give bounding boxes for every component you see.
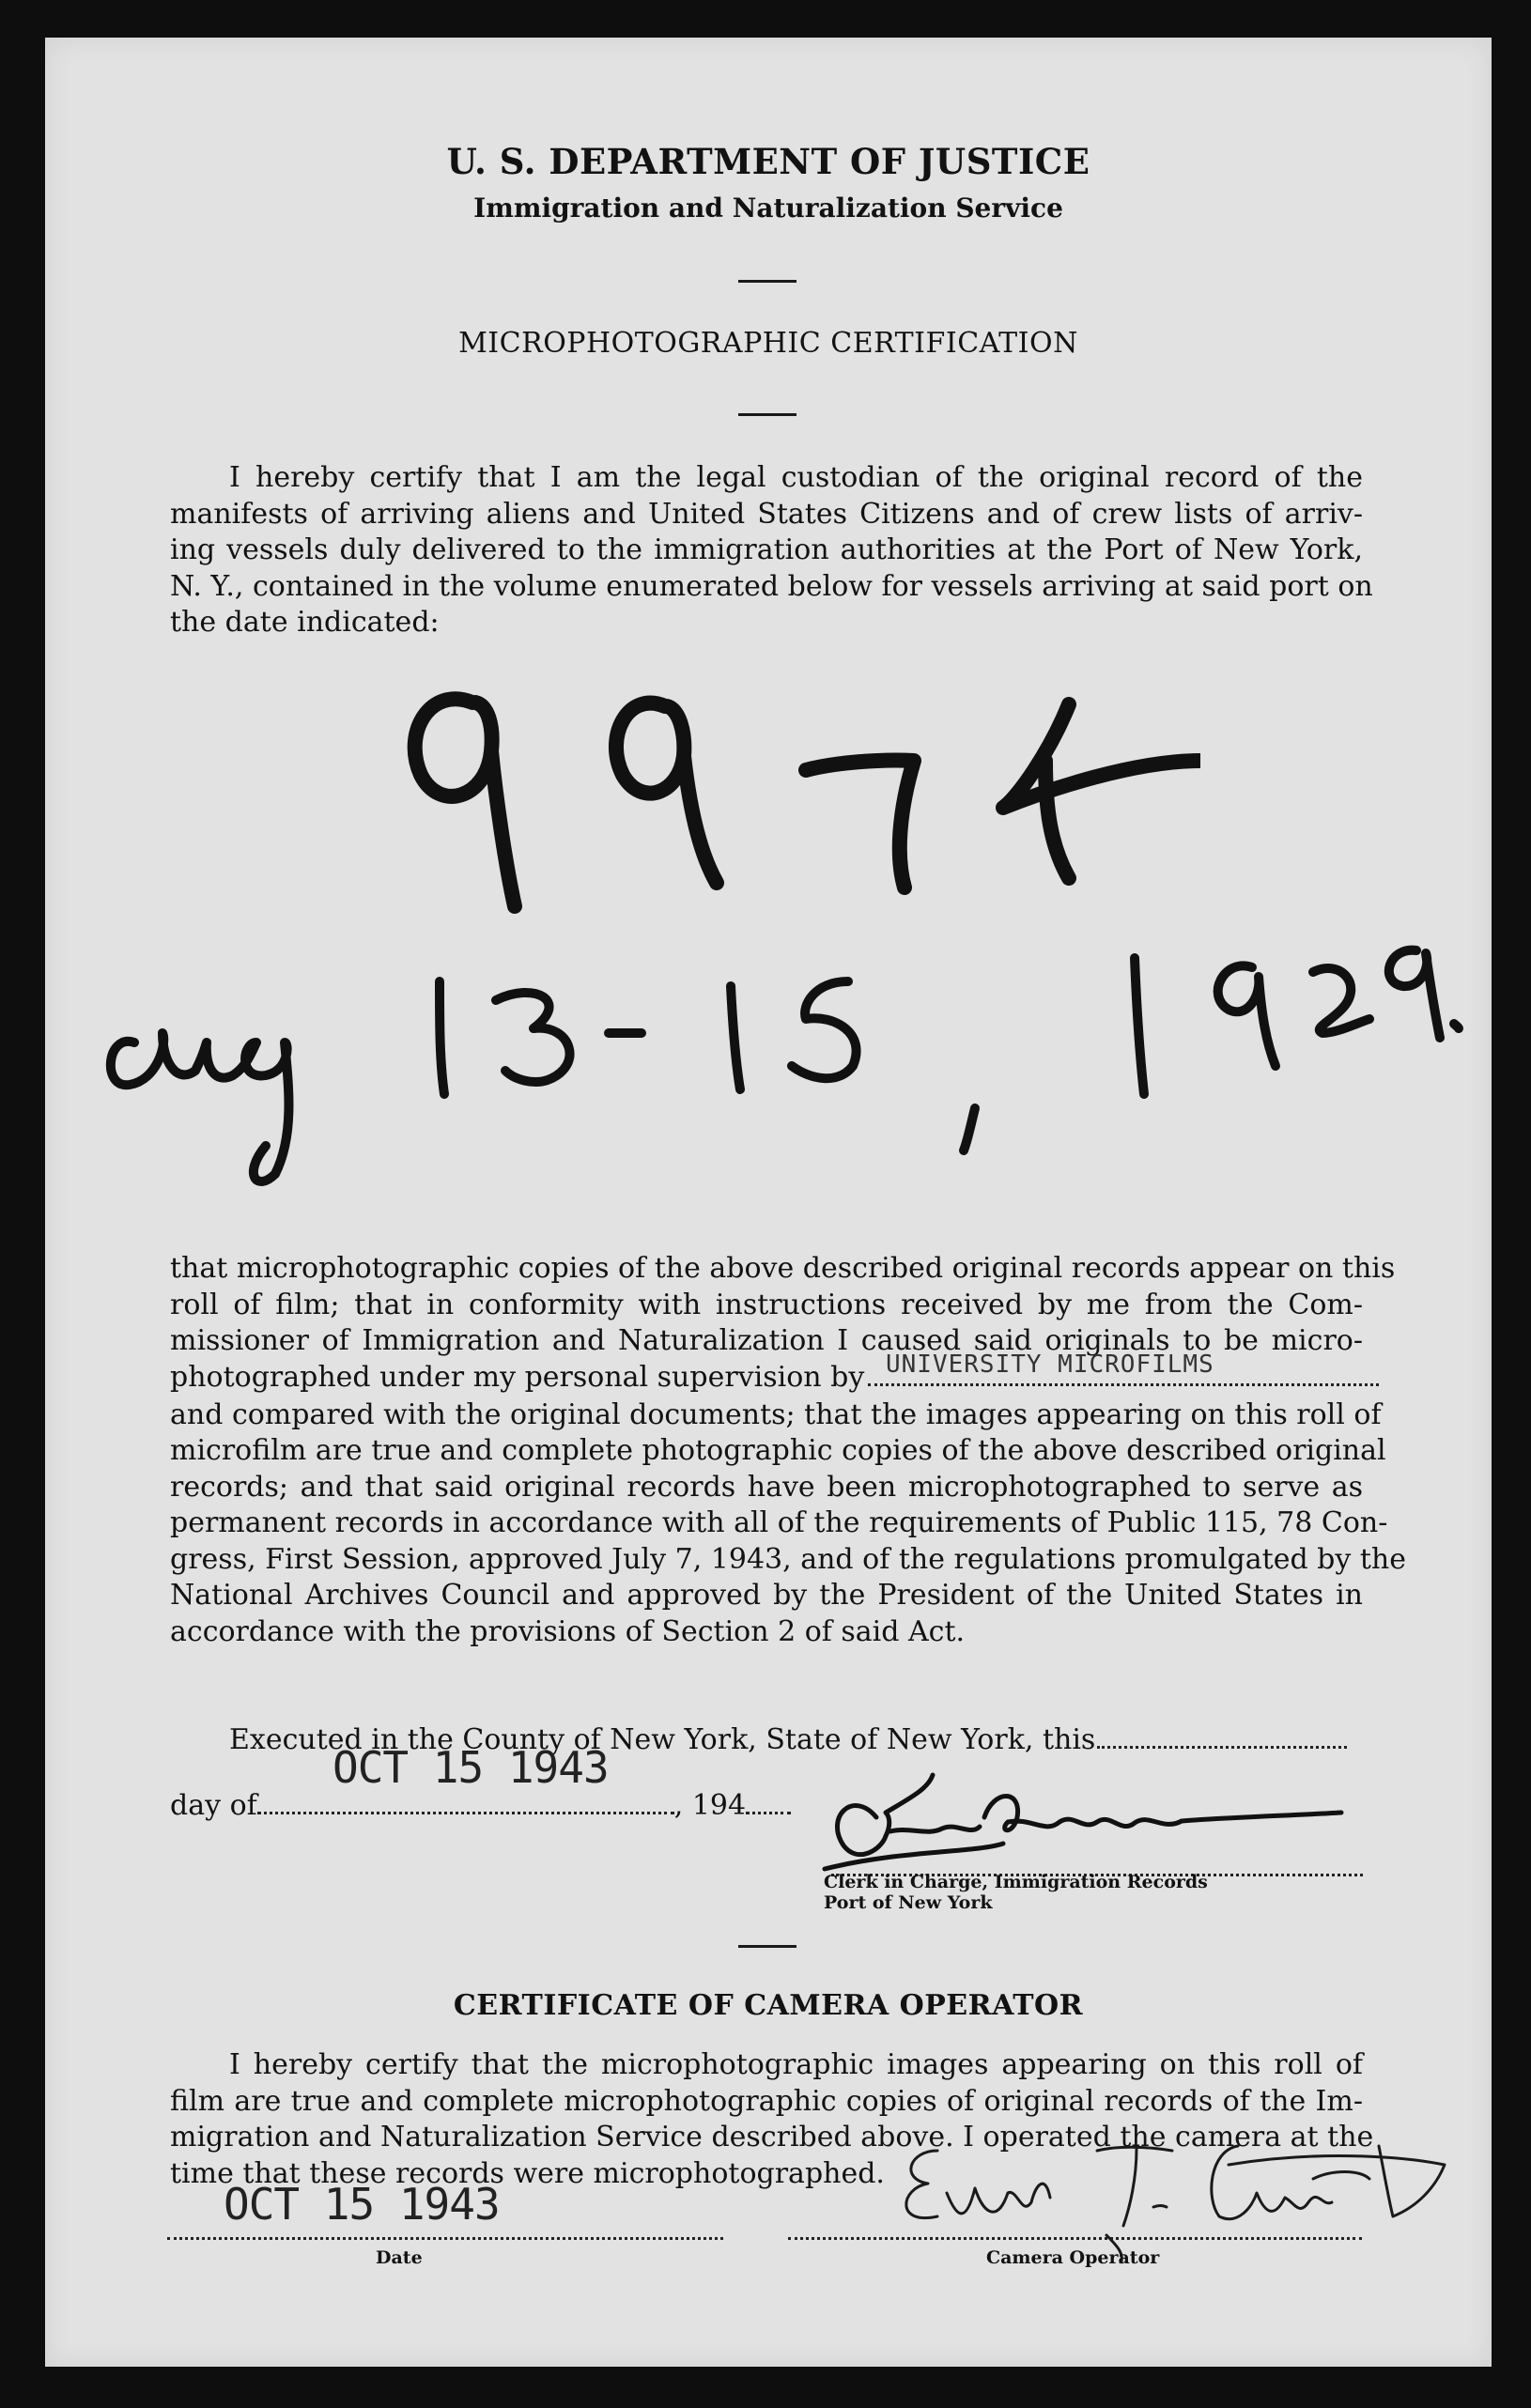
stamped-operator-date: OCT 15 1943 xyxy=(224,2179,500,2230)
camera-operator-signature xyxy=(872,2113,1454,2263)
paragraph-line: manifests of arriving aliens and United States Citizens and of crew lists of arriv- xyxy=(170,497,1363,531)
paragraph-line: National Archives Council and approved by the President of the United States in xyxy=(170,1579,1363,1612)
supervision-dotted-line xyxy=(868,1383,1379,1386)
handwritten-dates xyxy=(64,892,1473,1202)
service-subheading: Immigration and Naturalization Service xyxy=(473,193,1063,224)
paragraph-line: the date indicated: xyxy=(170,606,440,639)
paragraph-line: N. Y., contained in the volume enumerated below for vessels arriving at said port on xyxy=(170,569,1373,603)
paragraph-line: accordance with the provisions of Section 2 of said Act. xyxy=(170,1614,966,1648)
clerk-location: Port of New York xyxy=(824,1892,993,1913)
typed-microfilm-company: UNIVERSITY MICROFILMS xyxy=(886,1350,1214,1379)
year-dotted-line xyxy=(746,1812,791,1814)
year-prefix: , 194 xyxy=(673,1789,747,1822)
supervision-line xyxy=(170,1350,1363,1397)
paragraph-line: I hereby certify that I am the legal custodian of the original record of the xyxy=(229,461,1363,494)
paragraph-line: that microphotographic copies of the above described original records appear on this xyxy=(170,1252,1396,1285)
handwritten-volume-number xyxy=(355,648,1200,920)
paragraph-line: migration and Naturalization Service described above. I operated the camera at the xyxy=(170,2121,1374,2153)
stamped-execution-date: OCT 15 1943 xyxy=(332,1742,609,1793)
paragraph-line: I hereby certify that the microphotographic images appearing on this roll of xyxy=(229,2048,1363,2081)
department-heading: U. S. DEPARTMENT OF JUSTICE xyxy=(446,141,1090,182)
supervision-prefix: photographed under my personal supervision by xyxy=(170,1360,865,1394)
day-of-label: day of xyxy=(170,1789,257,1822)
paragraph-line: records; and that said original records have been microphotographed to serve as xyxy=(170,1470,1363,1504)
copies-paragraph xyxy=(170,1251,1407,1650)
paragraph-line: gress, First Session, approved July 7, 1943, and of the regulations promulgated by the xyxy=(170,1542,1407,1576)
paragraph-line: ing vessels duly delivered to the immigration authorities at the Port of New York, xyxy=(170,533,1363,566)
clerk-title: Clerk in Charge, Immigration Records xyxy=(824,1872,1208,1892)
clerk-caption xyxy=(824,1872,1208,1913)
paragraph-line: time that these records were microphotographed. xyxy=(170,2156,885,2190)
certification-title: MICROPHOTOGRAPHIC CERTIFICATION xyxy=(458,327,1078,360)
execution-dotted-line xyxy=(1097,1746,1347,1749)
divider-second xyxy=(738,413,796,416)
operator-label: Camera Operator xyxy=(986,2247,1160,2268)
day-of-dotted-line xyxy=(257,1812,674,1814)
custodian-paragraph xyxy=(170,460,1373,641)
paragraph-line: microfilm are true and complete photographic copies of the above described original xyxy=(170,1434,1386,1467)
execution-text: Executed in the County of New York, State of New York, this xyxy=(229,1723,1096,1756)
paragraph-line: film are true and complete microphotographic copies of original records of the Im- xyxy=(170,2084,1363,2118)
paragraph-line: and compared with the original documents; that the images appearing on this roll of xyxy=(170,1397,1382,1431)
date-dotted-line xyxy=(167,2237,723,2240)
day-of-line xyxy=(170,1788,791,1824)
paragraph-line: permanent records in accordance with all of the requirements of Public 115, 78 Con- xyxy=(170,1506,1388,1539)
divider-top xyxy=(738,280,796,283)
paragraph-line: missioner of Immigration and Naturalization I caused said originals to be micro- xyxy=(170,1324,1363,1357)
date-label: Date xyxy=(376,2247,423,2268)
operator-dotted-line xyxy=(788,2237,1362,2240)
paragraph-line: roll of film; that in conformity with instructions received by me from the Com- xyxy=(170,1288,1363,1321)
certificate-page xyxy=(45,38,1492,2367)
camera-certificate-title: CERTIFICATE OF CAMERA OPERATOR xyxy=(453,1989,1084,2022)
divider-bottom xyxy=(738,1945,796,1948)
